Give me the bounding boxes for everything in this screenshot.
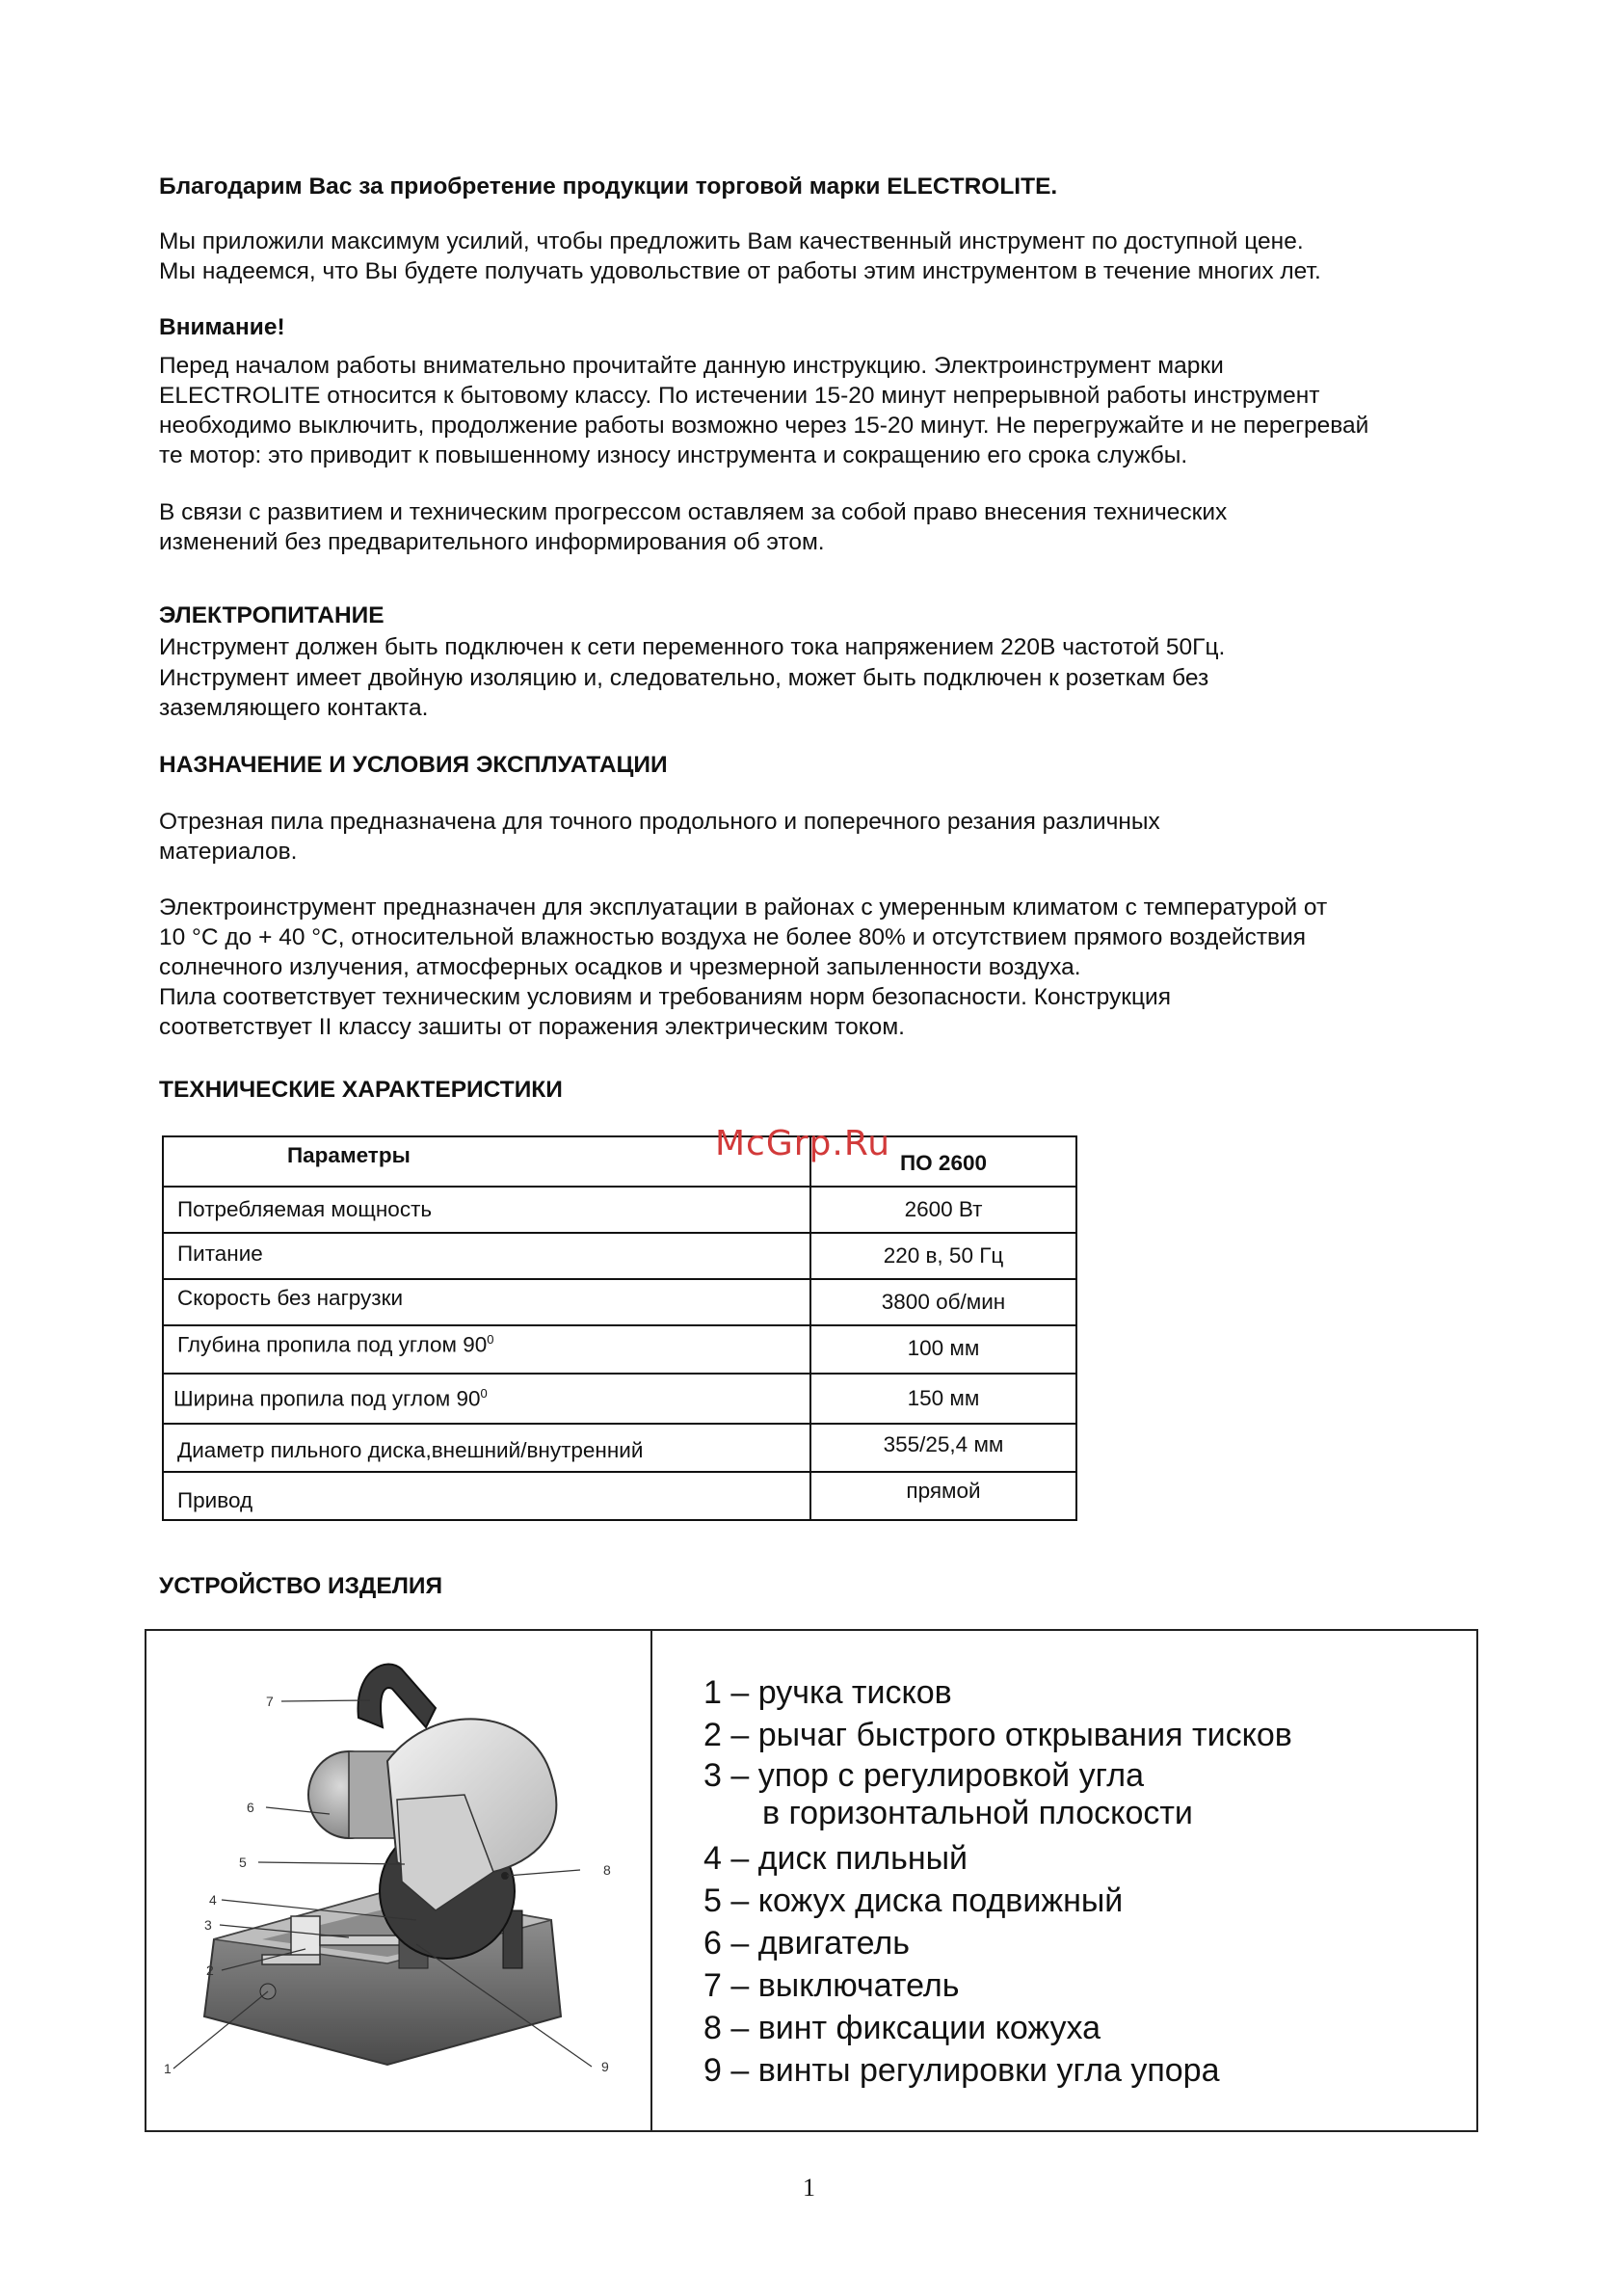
attention-line-1: Перед началом работы внимательно прочитайте данную инструкцию. Электроинструмент марки: [159, 353, 1224, 379]
spec-param: Глубина пропила под углом 90: [177, 1332, 488, 1357]
spec-value: 355/25,4 мм: [883, 1432, 1004, 1456]
purpose-line-6: Пила соответствует техническим условиям и требованиям норм безопасности. Конструкция: [159, 984, 1171, 1010]
intro-line-2: Мы надеемся, что Вы будете получать удовольствие от работы этим инструментом в течение многих лет.: [159, 258, 1321, 284]
purpose-line-7: соответствует II классу зашиты от поражения электрическим током.: [159, 1014, 905, 1040]
power-title: ЭЛЕКТРОПИТАНИЕ: [159, 602, 385, 628]
spec-value: 150 мм: [907, 1386, 980, 1410]
spec-value: 100 мм: [907, 1336, 980, 1360]
spec-row: [164, 1373, 1075, 1425]
saw-illustration: [146, 1631, 648, 2130]
spec-param-with-degree: [173, 1386, 488, 1412]
spec-param: Питание: [177, 1241, 263, 1266]
purpose-title: НАЗНАЧЕНИЕ И УСЛОВИЯ ЭКСПЛУАТАЦИИ: [159, 752, 668, 778]
spec-param-with-degree: [177, 1332, 493, 1358]
purpose-line-2: материалов.: [159, 839, 298, 865]
spec-row: [164, 1278, 1075, 1326]
spec-row: [164, 1186, 1075, 1234]
attention-line-6: изменений без предварительного информирования об этом.: [159, 529, 825, 555]
callout-2: 2: [206, 1962, 214, 1978]
device-title: УСТРОЙСТВО ИЗДЕЛИЯ: [159, 1573, 443, 1599]
spec-param: Привод: [177, 1488, 253, 1512]
attention-line-4: те мотор: это приводит к повышенному износу инструмента и сокращению его срока службы.: [159, 442, 1188, 468]
legend-item-continuation: в горизонтальной плоскости: [762, 1795, 1193, 1831]
intro-line-1: Мы приложили максимум усилий, чтобы предложить Вам качественный инструмент по доступной цене.: [159, 228, 1304, 254]
spec-row: [164, 1423, 1075, 1473]
callout-4: 4: [209, 1892, 217, 1908]
spec-param: Диаметр пильного диска,внешний/внутренний: [177, 1438, 644, 1462]
attention-title: Внимание!: [159, 314, 285, 340]
legend-item: 4 – диск пильный: [703, 1840, 968, 1877]
page-number: 1: [803, 2174, 815, 2202]
legend-item: 8 – винт фиксации кожуха: [703, 2010, 1101, 2046]
callout-5: 5: [239, 1855, 247, 1870]
specs-title: ТЕХНИЧЕСКИЕ ХАРАКТЕРИСТИКИ: [159, 1077, 563, 1103]
degree-superscript: 0: [487, 1332, 494, 1347]
spec-header-param: Параметры: [287, 1143, 411, 1167]
callout-1: 1: [164, 2061, 172, 2076]
attention-line-3: необходимо выключить, продолжение работы возможно через 15-20 минут. Не перегружайте и не перегревай: [159, 413, 1369, 439]
spec-param: Потребляемая мощность: [177, 1197, 433, 1221]
spec-row: [164, 1232, 1075, 1280]
watermark: McGrp.Ru: [715, 1124, 891, 1163]
purpose-line-4: 10 °С до + 40 °С, относительной влажностью воздуха не более 80% и отсутствием прямого воздействия: [159, 924, 1307, 950]
callout-3: 3: [204, 1917, 212, 1933]
spec-row: [164, 1324, 1075, 1375]
device-diagram-box: [145, 1629, 1478, 2132]
spec-param: Скорость без нагрузки: [177, 1286, 404, 1310]
legend-item: 7 – выключатель: [703, 1967, 960, 2004]
purpose-line-5: солнечного излучения, атмосферных осадков и чрезмерной запыленности воздуха.: [159, 954, 1081, 980]
degree-superscript: 0: [480, 1386, 488, 1401]
legend-item: 5 – кожух диска подвижный: [703, 1882, 1124, 1919]
purpose-line-1: Отрезная пила предназначена для точного продольного и поперечного резания различных: [159, 809, 1160, 835]
callout-8: 8: [603, 1862, 611, 1878]
legend-item: 9 – винты регулировки угла упора: [703, 2052, 1220, 2089]
legend-item: 1 – ручка тисков: [703, 1674, 952, 1711]
power-line-3: заземляющего контакта.: [159, 695, 429, 721]
spec-header-model: ПО 2600: [900, 1151, 987, 1175]
purpose-line-3: Электроинструмент предназначен для эксплуатации в районах с умеренным климатом с температурой от: [159, 894, 1328, 921]
spec-value: 3800 об/мин: [881, 1290, 1006, 1314]
attention-line-2: ELECTROLITE относится к бытовому классу. По истечении 15-20 минут непрерывной работы инструмент: [159, 383, 1320, 409]
power-line-2: Инструмент имеет двойную изоляцию и, следовательно, может быть подключен к розеткам без: [159, 665, 1209, 691]
spec-table: [162, 1135, 1077, 1521]
legend-item: 2 – рычаг быстрого открывания тисков: [703, 1717, 1292, 1753]
legend: [703, 1671, 1292, 2092]
legend-item: 3 – упор с регулировкой угла: [703, 1757, 1145, 1794]
intro-thanks: Благодарим Вас за приобретение продукции торговой марки ELECTROLITE.: [159, 174, 1058, 200]
device-box-divider: [650, 1631, 652, 2130]
handle: [358, 1664, 436, 1727]
spec-row: [164, 1471, 1075, 1519]
spec-header-row: [164, 1137, 1075, 1188]
legend-item: 6 – двигатель: [703, 1925, 910, 1962]
power-line-1: Инструмент должен быть подключен к сети переменного тока напряжением 220В частотой 50Гц.: [159, 634, 1226, 660]
spec-value: 2600 Вт: [904, 1197, 983, 1221]
callout-9: 9: [601, 2059, 609, 2074]
callout-7: 7: [266, 1694, 274, 1709]
attention-line-5: В связи с развитием и техническим прогрессом оставляем за собой право внесения технических: [159, 499, 1228, 525]
spec-param: Ширина пропила под углом 90: [173, 1386, 481, 1411]
spec-value: прямой: [906, 1479, 981, 1503]
spec-value: 220 в, 50 Гц: [883, 1243, 1004, 1268]
callout-6: 6: [247, 1800, 254, 1815]
